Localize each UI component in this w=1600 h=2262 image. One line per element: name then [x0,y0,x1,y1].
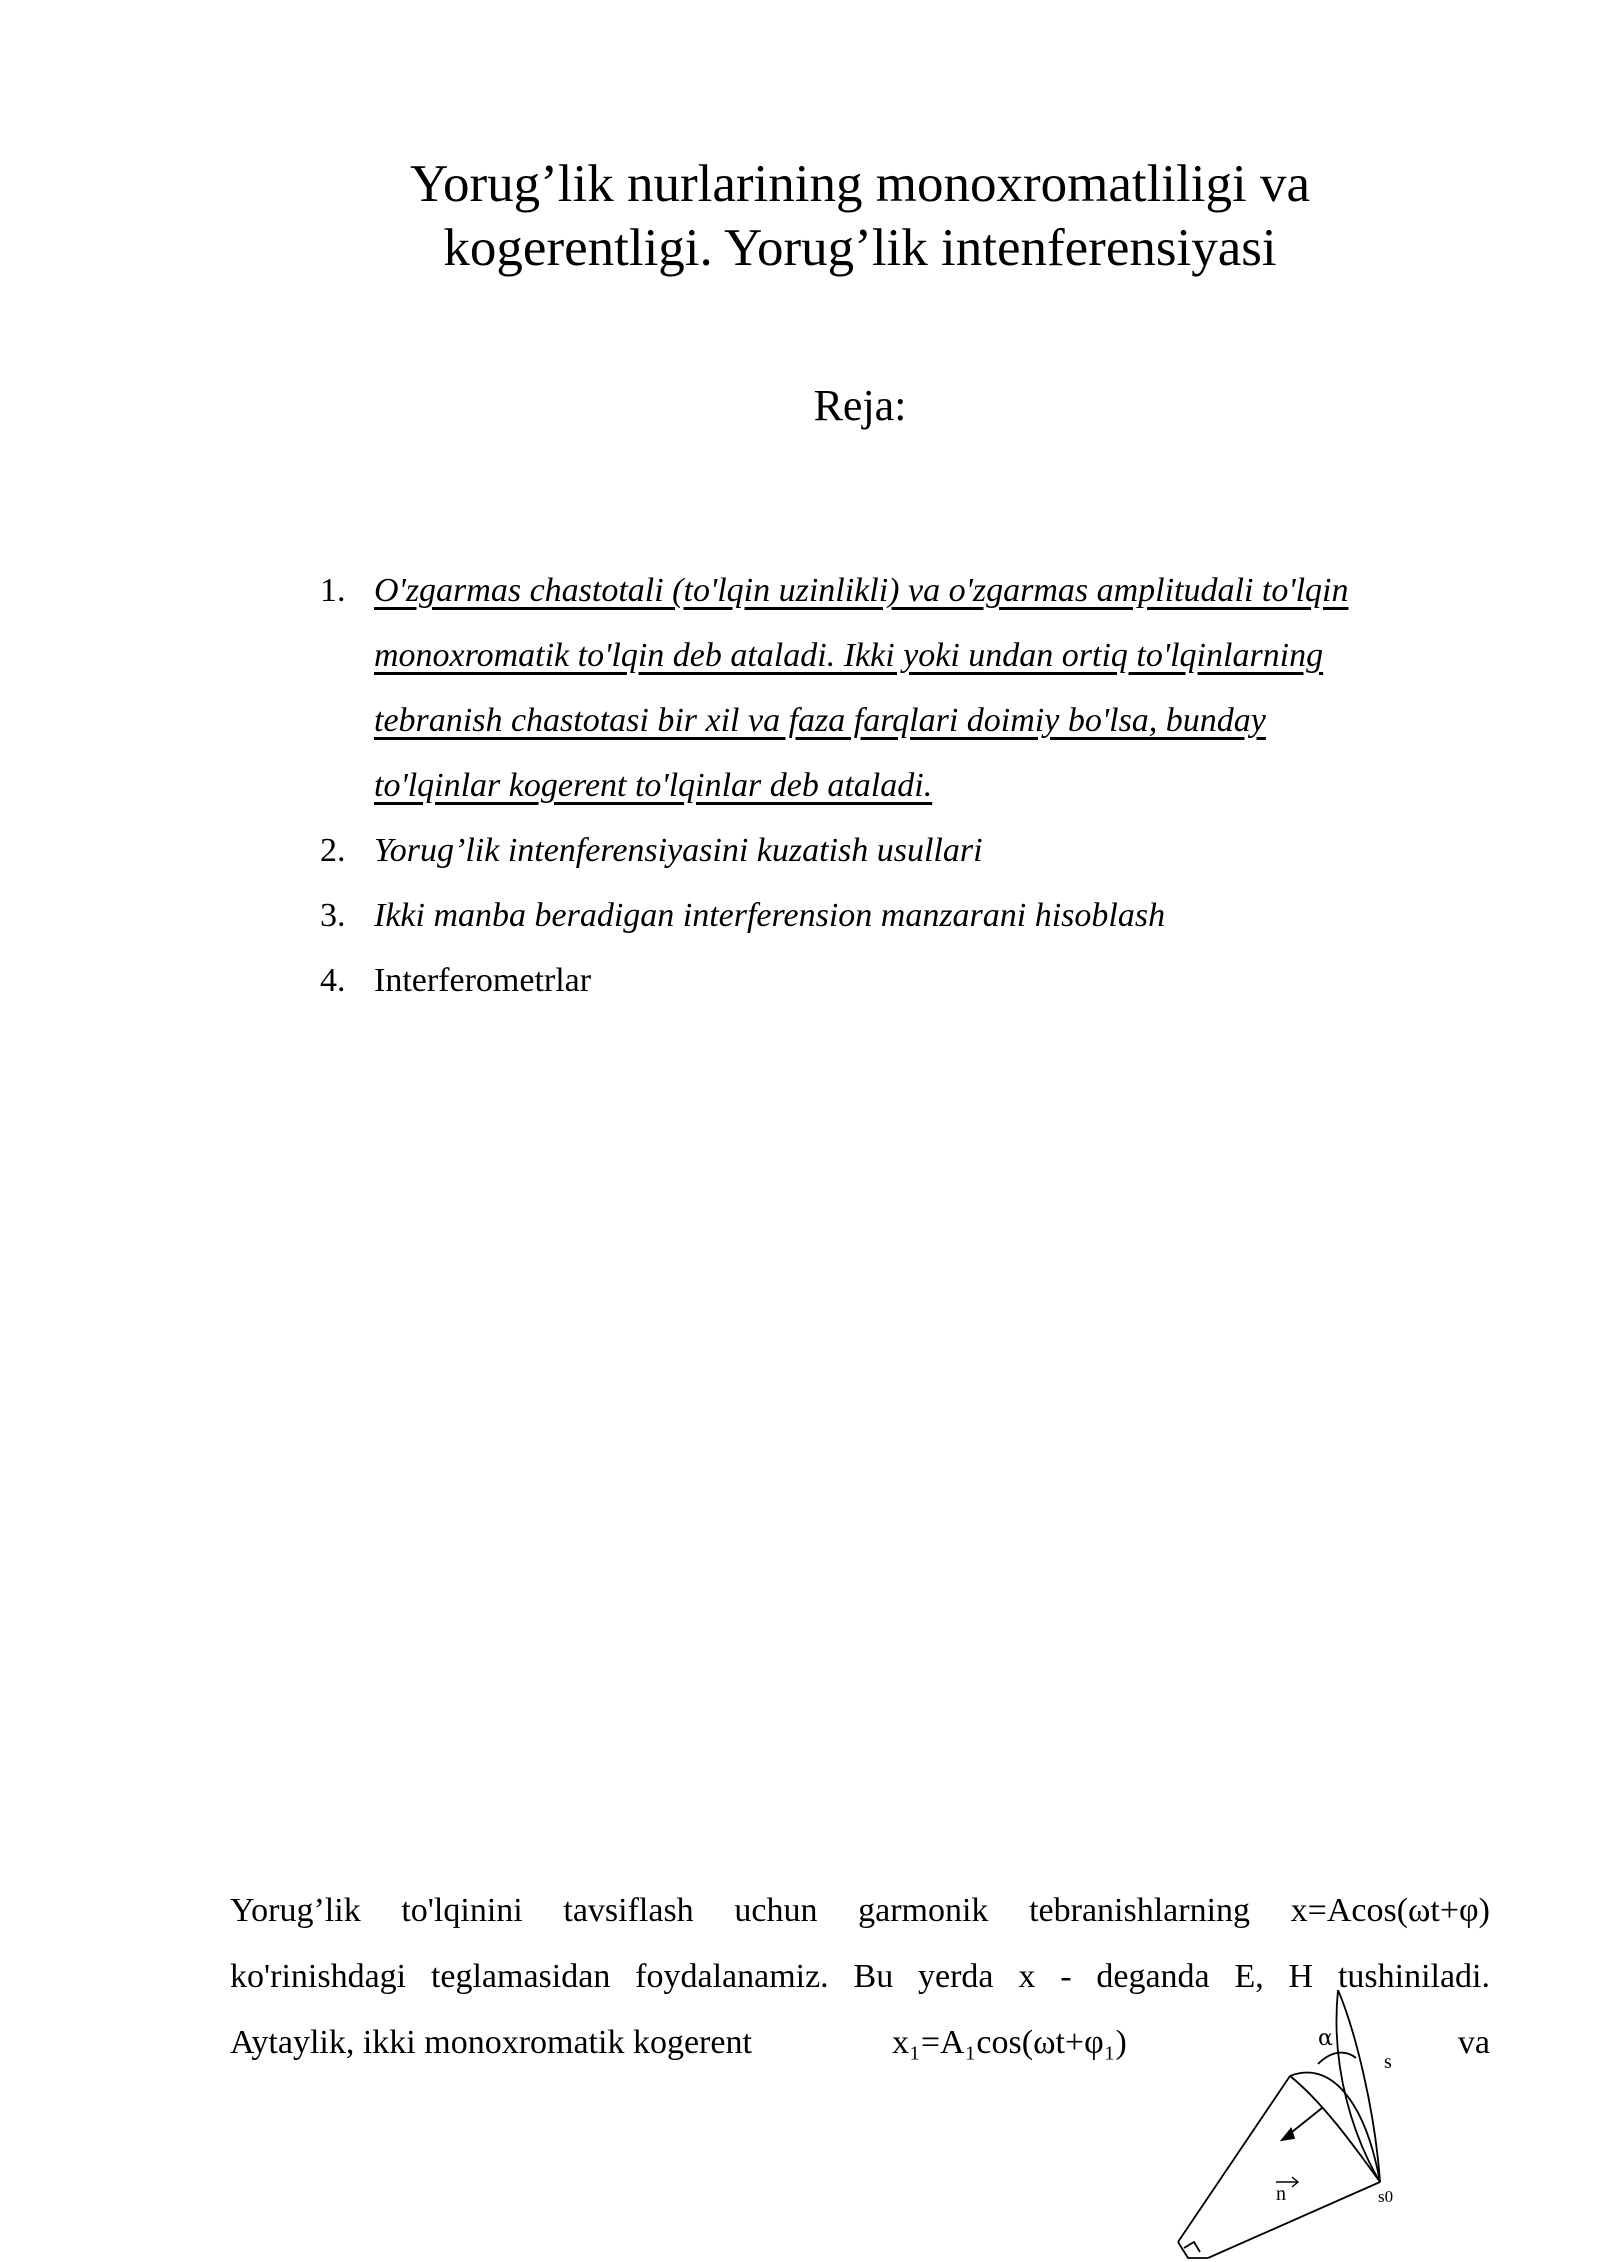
cone-upper-edge [1178,2076,1290,2242]
cone-diagram [1170,1990,1430,2260]
plan-item-text: Ikki manba beradigan interferension manzarani hisoblash [374,897,1166,934]
plan-item-number: 3. [320,897,346,934]
normal-vector-head [1282,2129,1294,2140]
plan-item-number: 1. [320,572,346,609]
label-n: n [1276,2183,1286,2205]
label-s0: s0 [1378,2187,1394,2206]
plan-item-1 [320,558,1520,818]
title-line-2: kogerentligi. Yorug’lik intenferensiyasi [443,219,1277,277]
alpha-arc [1318,2053,1356,2064]
plan-item-3 [320,883,1520,948]
plan-item-text: Interferometrlar [374,962,592,999]
cone-lower-edge [1208,2182,1380,2258]
label-s: s [1384,2051,1392,2073]
plan-item-number: 2. [320,832,346,869]
plan-item-text [374,558,1349,818]
plan-heading: Reja: [813,381,907,430]
title-line-1: Yorug’lik nurlarining monoxromatliligi va [410,155,1310,213]
document-title [0,152,1600,280]
plan-item-number: 4. [320,962,346,999]
body-line-3-text: Aytaylik, ikki monoxromatik kogerent [230,2024,752,2061]
plan-item-4 [320,948,1520,1013]
plan-list [320,558,1520,1013]
body-line-2: ko'rinishdagi teglamasidan foydalanamiz. Bu yerda x - deganda E, H tushiniladi. [230,1958,1490,1995]
wave-formula: x₁=A₁cos(ωt+φ₁) [892,2024,1127,2061]
plan-item-text: Yorug’lik intenferensiyasini kuzatish usullari [374,832,983,869]
plan-item-2 [320,818,1520,883]
label-alpha: α [1318,2026,1333,2051]
plan-item-1-line-2: monoxromatik to'lqin deb ataladi. Ikki yoki undan ortiq to'lqinlarning [374,637,1324,674]
plan-item-1-line-3: tebranish chastotasi bir xil va faza farqlari doimiy bo'lsa, bunday [374,702,1266,739]
plan-item-1-line-1: O'zgarmas chastotali (to'lqin uzinlikli) va o'zgarmas amplitudali to'lqin [374,572,1349,609]
body-line-3-end: va [1457,2024,1490,2061]
cone-base-mark [1178,2242,1208,2258]
plan-item-1-line-4: to'lqinlar kogerent to'lqinlar deb ataladi. [374,767,933,804]
body-line-1: Yorug’lik to'lqinini tavsiflash uchun garmonik tebranishlarning x=Acos(ωt+φ) [230,1892,1490,1929]
